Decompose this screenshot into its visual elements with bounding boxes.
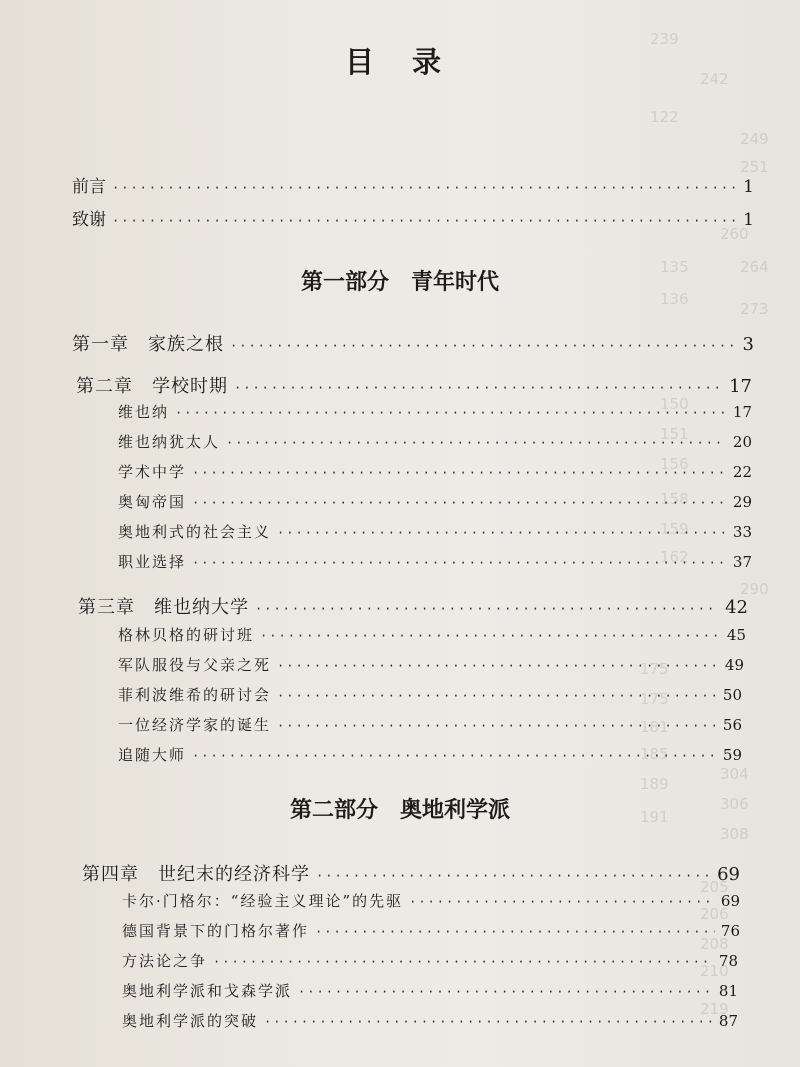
section-page: 59 bbox=[722, 746, 742, 764]
section-label: 格林贝格的研讨班 bbox=[118, 626, 255, 644]
section-label: 卡尔·门格尔：“经验主义理论”的先驱 bbox=[122, 892, 404, 910]
toc-section[interactable] bbox=[118, 491, 752, 512]
toc-section[interactable] bbox=[118, 521, 752, 542]
leader-dots bbox=[277, 526, 727, 540]
leader-dots bbox=[277, 719, 717, 733]
toc-chapter-4[interactable] bbox=[82, 860, 740, 886]
chapter-label: 第三章 维也纳大学 bbox=[78, 597, 249, 618]
section-page: 20 bbox=[732, 433, 752, 451]
leader-dots bbox=[230, 339, 737, 353]
toc-section[interactable] bbox=[122, 890, 740, 911]
leader-dots bbox=[316, 869, 711, 883]
leader-dots bbox=[112, 181, 737, 195]
section-page: 45 bbox=[726, 626, 746, 644]
leader-dots bbox=[409, 895, 715, 909]
toc-entry-label: 致谢 bbox=[72, 210, 106, 230]
leader-dots bbox=[255, 602, 719, 616]
section-page: 81 bbox=[718, 982, 738, 1000]
toc-section[interactable] bbox=[118, 624, 746, 645]
toc-section[interactable] bbox=[122, 1010, 738, 1031]
section-page: 78 bbox=[718, 952, 738, 970]
leader-dots bbox=[315, 925, 715, 939]
section-label: 追随大师 bbox=[118, 746, 187, 764]
chapter-page: 69 bbox=[717, 864, 740, 885]
section-label: 一位经济学家的诞生 bbox=[118, 716, 272, 734]
section-page: 76 bbox=[720, 922, 740, 940]
section-label: 军队服役与父亲之死 bbox=[118, 656, 272, 674]
section-page: 33 bbox=[732, 523, 752, 541]
toc-chapter-1[interactable] bbox=[72, 330, 754, 356]
chapter-page: 17 bbox=[729, 376, 752, 397]
leader-dots bbox=[213, 955, 713, 969]
section-label: 学术中学 bbox=[118, 463, 187, 481]
toc-section[interactable] bbox=[118, 551, 752, 572]
toc-section[interactable] bbox=[118, 401, 752, 422]
section-page: 17 bbox=[732, 403, 752, 421]
section-page: 50 bbox=[722, 686, 742, 704]
toc-entry-preface[interactable] bbox=[72, 172, 754, 197]
section-page: 37 bbox=[732, 553, 752, 571]
toc-section[interactable] bbox=[122, 980, 738, 1001]
section-label: 方法论之争 bbox=[122, 952, 208, 970]
leader-dots bbox=[264, 1015, 713, 1029]
toc-chapter-3[interactable] bbox=[78, 593, 748, 619]
section-page: 22 bbox=[732, 463, 752, 481]
section-label: 维也纳犹太人 bbox=[118, 433, 221, 451]
toc-section[interactable] bbox=[118, 714, 742, 735]
section-page: 29 bbox=[732, 493, 752, 511]
leader-dots bbox=[192, 496, 727, 510]
section-label: 菲利波维希的研讨会 bbox=[118, 686, 272, 704]
leader-dots bbox=[226, 436, 727, 450]
toc-section[interactable] bbox=[118, 654, 744, 675]
section-page: 87 bbox=[718, 1012, 738, 1030]
leader-dots bbox=[298, 985, 713, 999]
leader-dots bbox=[192, 556, 727, 570]
toc-section[interactable] bbox=[118, 684, 742, 705]
toc-entry-acknowledgements[interactable] bbox=[72, 205, 754, 230]
leader-dots bbox=[175, 406, 727, 420]
section-label: 奥地利学派的突破 bbox=[122, 1012, 259, 1030]
section-label: 奥地利学派和戈森学派 bbox=[122, 982, 293, 1000]
toc-title: 目 录 bbox=[344, 45, 456, 79]
part-heading: 第一部分 青年时代 bbox=[300, 269, 499, 295]
leader-dots bbox=[192, 466, 727, 480]
leader-dots bbox=[260, 629, 721, 643]
section-label: 奥匈帝国 bbox=[118, 493, 187, 511]
toc-section[interactable] bbox=[122, 950, 738, 971]
toc-section[interactable] bbox=[122, 920, 740, 941]
section-label: 职业选择 bbox=[118, 553, 187, 571]
part-heading: 第二部分 奥地利学派 bbox=[289, 797, 510, 823]
section-page: 49 bbox=[724, 656, 744, 674]
toc-entry-label: 前言 bbox=[72, 177, 106, 197]
section-page: 56 bbox=[722, 716, 742, 734]
leader-dots bbox=[277, 689, 717, 703]
leader-dots bbox=[277, 659, 719, 673]
section-page: 69 bbox=[720, 892, 740, 910]
leader-dots bbox=[234, 381, 723, 395]
section-label: 维也纳 bbox=[118, 403, 170, 421]
section-label: 德国背景下的门格尔著作 bbox=[122, 922, 310, 940]
chapter-label: 第一章 家族之根 bbox=[72, 334, 224, 355]
chapter-page: 3 bbox=[742, 334, 754, 355]
leader-dots bbox=[192, 749, 717, 763]
section-label: 奥地利式的社会主义 bbox=[118, 523, 272, 541]
toc-chapter-2[interactable] bbox=[76, 372, 752, 398]
toc-entry-page: 1 bbox=[743, 177, 754, 197]
toc-section[interactable] bbox=[118, 431, 752, 452]
toc-section[interactable] bbox=[118, 461, 752, 482]
chapter-label: 第四章 世纪末的经济科学 bbox=[82, 864, 310, 885]
toc-section[interactable] bbox=[118, 744, 742, 765]
chapter-page: 42 bbox=[725, 597, 748, 618]
chapter-label: 第二章 学校时期 bbox=[76, 376, 228, 397]
toc-entry-page: 1 bbox=[743, 210, 754, 230]
book-page: 239 242 122 249 251 260 135 264 136 273 150 151 156 158 159 162 290 175 175 181 185 189 191 304 306 308 205 206 208 210 219 目 录 前言 ····· 1 致谢 ····· 1 第一部分 青年时代 第一章 家族之根 ····· 3 第二章 学校时期 ····· 17 维也纳 ····· 17 维也纳犹太人 ····· 20 学术中学 ····· 22 奥匈帝国 ····· 29 奥地利式的社会主义 ····· 33 职业选择 ····· 37 第三章 维也纳大学 ····· 42 格林贝格的研讨班 ····· 45 军队服役与父亲之死 ····· 49 菲利波维希的研讨会 ····· 50 一位经济学家的诞生 ····· 56 追随大师 ····· 59 第二部分 奥地利学派 第四章 世纪末的经济科学 ····· 69 卡尔·门格尔：“经验主义理论”的先驱 ····· 69 德国背景下的门格尔著作 ····· 76 方法论之争 ····· 78 奥地利学派和戈森学派 ····· 81 奥地利学派的突破 ····· 87 bbox=[0, 0, 800, 1067]
leader-dots bbox=[112, 214, 737, 228]
